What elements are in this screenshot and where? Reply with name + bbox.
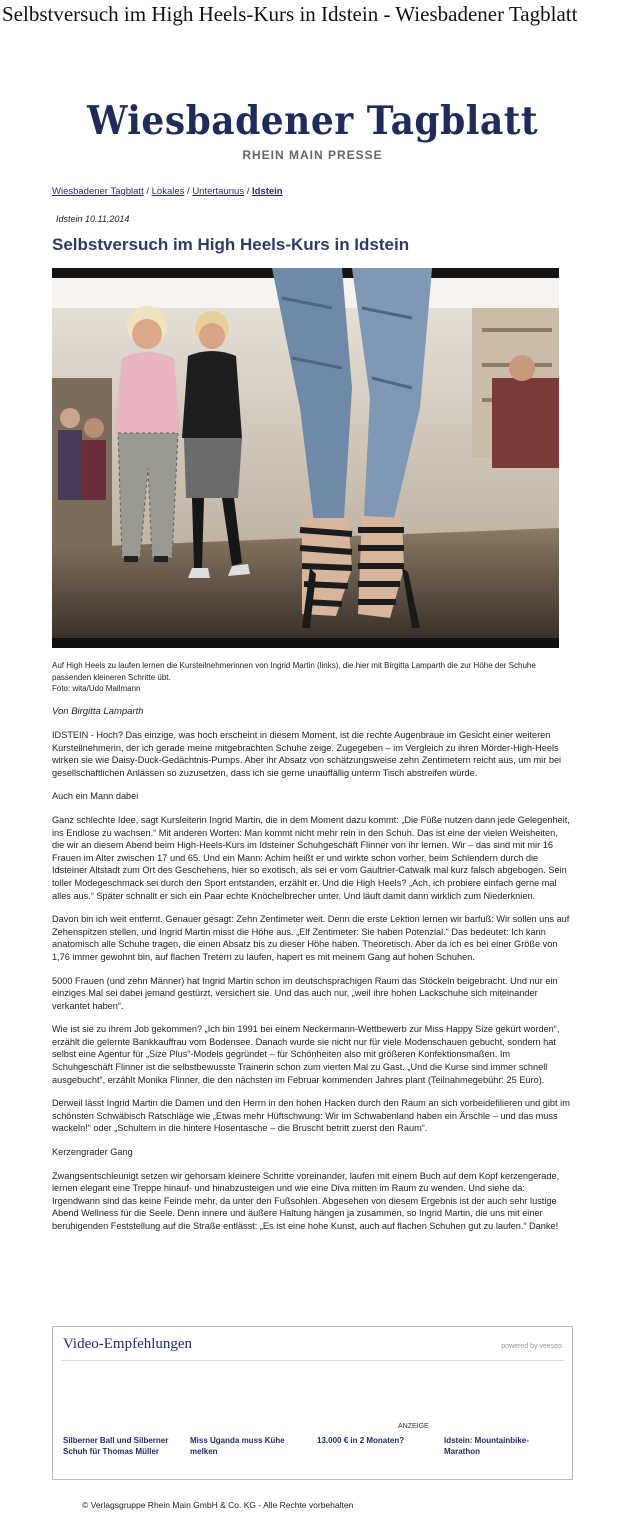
article-photo: [52, 268, 559, 648]
newspaper-subtitle: RHEIN MAIN PRESSE: [242, 148, 383, 162]
photo-caption: [52, 660, 562, 695]
article-subheading: Kerzengrader Gang: [52, 1147, 133, 1158]
breadcrumb-separator: /: [187, 186, 190, 197]
powered-by-label[interactable]: powered by veeseo: [501, 1343, 562, 1350]
article-paragraph: 5000 Frauen (und zehn Männer) hat Ingrid Martin schon im deutschsprachigen Raum das Stöckeln beigebracht. Und nur ein einziges Mal sei dabei jemand gestürzt, versichert sie. Und das auch nur, „weil ihre hohen Lackschuhe sich miteinander verkantet haben“.: [52, 975, 558, 1011]
shoe-store-photo: [52, 268, 559, 648]
video-section-title: Video-Empfehlungen: [63, 1336, 193, 1352]
article-paragraph: Davon bin ich weit entfernt. Genauer gesagt: Zehn Zentimeter weit. Denn die erste Lektion lernen wir barfuß: Wir sollen uns auf Zehenspitzen stellen, und Ingrid Martin misst die Höhe aus. „Elf Zentimeter: Sie haben Potenzial.“ Das bedeutet: Ich kann anatomisch alle Schuhe tragen, die einen Absatz bis zu dieser Höhe haben. Theoretisch. Aber da ich es bei einer Größe von 1,76 immer gewohnt bin, auf flachen Tretern zu laufen, hapert es mit meinem Gang auf hohen Schuhen.: [52, 914, 570, 962]
document-title: Selbstversuch im High Heels-Kurs in Idstein - Wiesbadener Tagblatt: [2, 2, 578, 26]
article-subheading: Auch ein Mann dabei: [52, 791, 139, 802]
article-paragraph: Derweil lässt Ingrid Martin die Damen und den Herrn in den hohen Hacken durch den Raum an sich vorbeidefilieren und gibt im schönsten Schwäbisch Ratschläge wie „Etwas mehr Hüftschwung: Wir im Schwabenland haben ein Ärschle – und das muss wackeln!“ oder „Schultern in die hintere Hosentasche – die Bruscht betritt zuerst den Raum“.: [52, 1098, 570, 1134]
breadcrumb-link-lokales[interactable]: Lokales: [151, 186, 185, 197]
article-paragraph: Wie ist sie zu ihrem Job gekommen? „Ich bin 1991 bei einem Neckermann-Wettbewerb zur Miss Happy Size gekürt worden“, erzählt die gelernte Bankkauffrau vom Bodensee. Danach wurde sie nicht nur für viele Modenschauen gebucht, sondern hat selbst eine Agentur für „Size Plus“-Models gegründet – für Schönheiten also mit größeren Konfektionsmaßen. Im Schuhgeschäft Flinner ist die selbstbewusste Trainerin schon zum vierten Mal zu Gast. „Und die Kurse sind immer schnell ausgebucht“, erzählt Monika Flinner, die den nächsten im Februar kommenden Jahres plant (Teilnahmegebühr: 25 Euro).: [52, 1024, 560, 1085]
breadcrumb-separator: /: [146, 186, 149, 197]
newspaper-logo[interactable]: Wiesbadener Tagblatt: [86, 98, 539, 144]
article-body: [52, 729, 572, 1244]
video-link[interactable]: 13.000 € in 2 Monaten?: [317, 1436, 405, 1445]
breadcrumb-link-home[interactable]: Wiesbadener Tagblatt: [52, 186, 144, 197]
video-link[interactable]: Silberner Ball und Silberner Schuh für Thomas Müller: [63, 1436, 169, 1456]
article-byline: Von Birgitta Lamparth: [52, 706, 144, 717]
breadcrumb-separator: /: [246, 186, 250, 197]
photo-credit: Foto: wita/Udo Mallmann: [52, 684, 141, 693]
caption-text: Auf High Heels zu laufen lernen die Kursteilnehmerinnen von Ingrid Martin (links), die hier mit Birgitta Lamparth die zur Höhe der Schuhe passenden kleineren Schritte übt.: [52, 661, 536, 682]
article-paragraph: IDSTEIN - Hoch? Das einzige, was hoch erscheint in diesem Moment, ist die rechte Augenbraue im Gesicht einer weiteren Kursteilnehmerin, der ich gerade meine mitgebrachten Schuhe zeige. Zugegeben – im Vergleich zu ihren Mörder-High-Heels wirken sie wie Daisy-Duck-Gedächtnis-Pumps. Aber ihr Absatz von schätzungsweise zehn Zentimetern reicht aus, um mir bei gesellschaftlichen Anlässen so zuzusetzen, dass ich sie gerne unauffällig unterm Tisch abstreifen würde.: [52, 730, 562, 778]
article-paragraph: Zwangsentschleunigt setzen wir gehorsam kleinere Schritte voreinander, laufen mit einem Buch auf dem Kopf kerzengerade, lernen elegant eine Treppe hinauf- und hinabzusteigen und wie eine Diva mitten im Raum zu wenden. Und siehe da: Irgendwann sind das keine Feinde mehr, da unter den Fußsohlen. Abgesehen von diesem Ergebnis ist der auch sehr lustige Abend Wellness für die Seele. Denn innere und äußere Haltung hängen ja zusammen, so Ingrid Martin, die uns mit einer beruhigenden Feststellung auf die Straße entlässt: „Es ist eine hohe Kunst, auch auf flachen Schuhen gut zu laufen.“ Danke!: [52, 1170, 560, 1231]
article-date: Idstein 10.11.2014: [56, 214, 130, 224]
video-link[interactable]: Miss Uganda muss Kühe melken: [190, 1436, 285, 1456]
footer-copyright: © Verlagsgruppe Rhein Main GmbH & Co. KG - Alle Rechte vorbehalten: [82, 1500, 354, 1510]
breadcrumb-link-untertaunus[interactable]: Untertaunus: [192, 186, 245, 197]
masthead: [0, 100, 625, 162]
divider: [61, 1360, 564, 1361]
video-link[interactable]: Idstein: Mountainbike-Marathon: [444, 1436, 529, 1456]
video-recommendations: [52, 1326, 573, 1480]
article-headline: Selbstversuch im High Heels-Kurs in Idstein: [52, 235, 410, 254]
breadcrumb-link-idstein[interactable]: Idstein: [252, 186, 283, 197]
article-paragraph: Ganz schlechte Idee, sagt Kursleiterin Ingrid Martin, die in dem Moment dazu kommt: „Die Füße nutzen dann jede Gelegenheit, ins Endlose zu wachsen.“ Mit anderen Worten: Man kommt nicht mehr rein in den Schuh. Das ist eine der vielen Weisheiten, die wir an diesem Abend beim High-Heels-Kurs im Idsteiner Schuhgeschäft Flinner von ihr lernen. Wir – das sind mit mir 16 Frauen im Alter zwischen 17 und 65. Und ein Mann: Achim heißt er und wirkte schon vorher, beim Schlendern durch die Idsteiner Altstadt zum Ort des Geschehens, hier so exotisch, als sei er vom Gaultrier-Catwalk mal kurz falsch abgebogen. Sein toller Modegeschmack sei durch den Sport entstanden, erzählt er. Und die High Heels? „Ach, ich probiere einfach gerne mal alles aus.“ Später schnallt er sich ein Paar echte Knöchelbrecher unter. Und läuft damit dann wirklich zum Niederknien.: [52, 814, 570, 901]
breadcrumb: [52, 186, 283, 197]
ad-label: ANZEIGE: [398, 1423, 429, 1430]
